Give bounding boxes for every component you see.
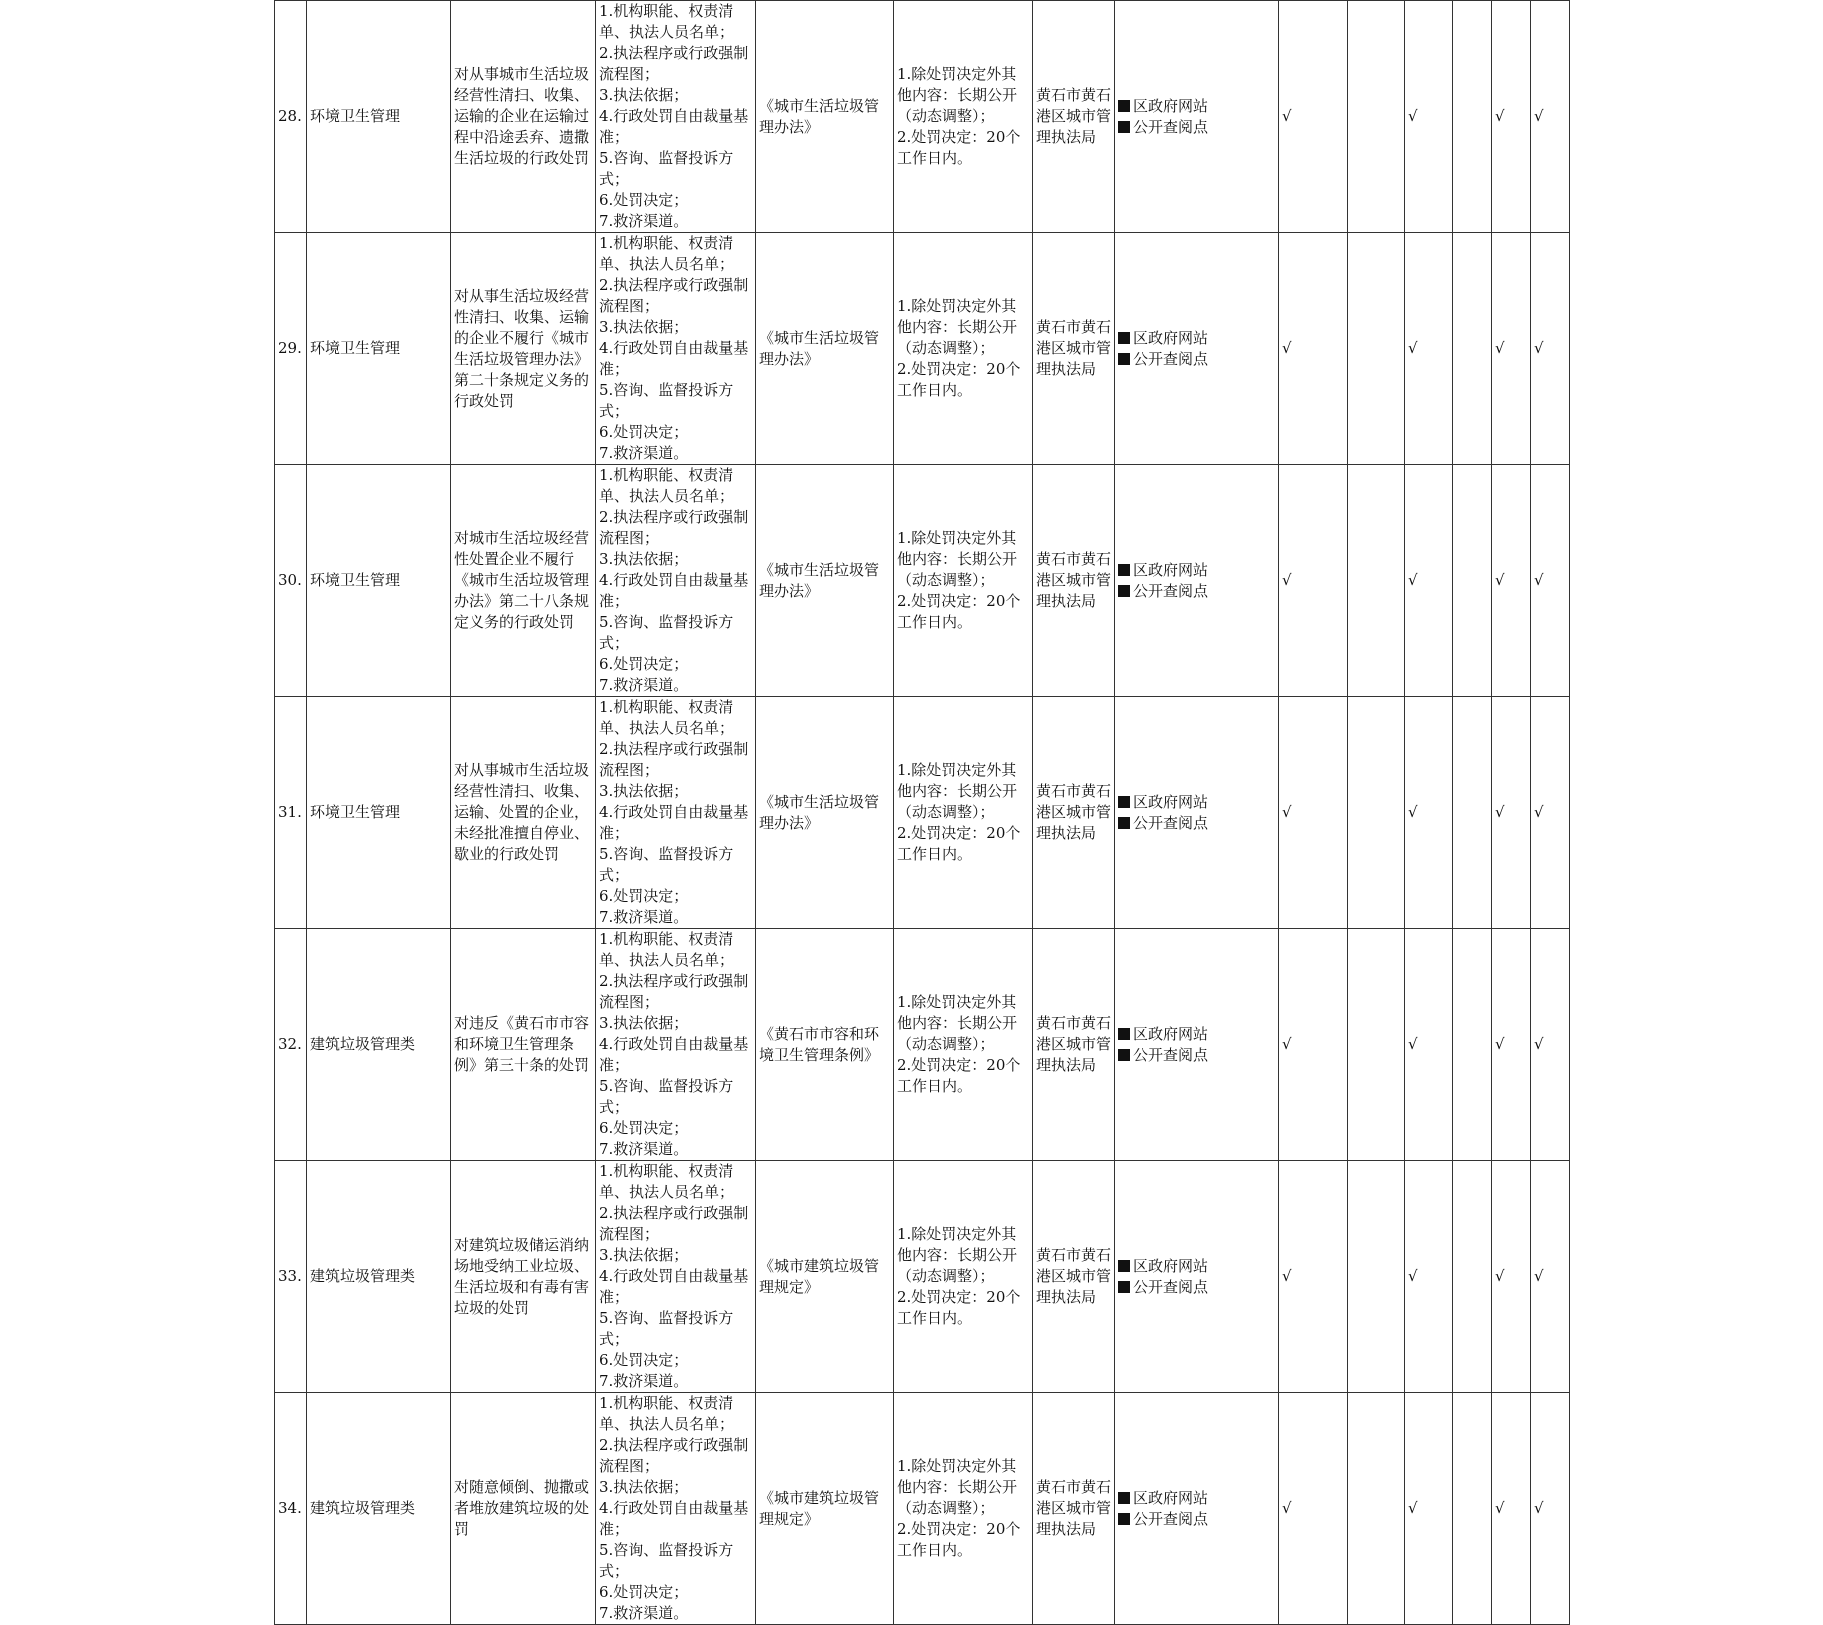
row-number: 31. (275, 697, 307, 929)
content-line: 2.执法程序或行政强制流程图； (599, 276, 749, 315)
check-cell: √ (1279, 1161, 1348, 1393)
black-square-icon (1118, 1513, 1130, 1525)
channel-label: 区政府网站 (1133, 792, 1209, 811)
check-cell (1348, 929, 1405, 1161)
black-square-icon (1118, 332, 1130, 344)
check-cell: √ (1531, 233, 1570, 465)
subject-cell: 黄石市黄石港区城市管理执法局 (1033, 1161, 1115, 1393)
channel-item (1118, 813, 1275, 834)
content-cell (596, 929, 756, 1161)
black-square-icon (1118, 100, 1130, 112)
content-line: 2.执法程序或行政强制流程图； (599, 740, 749, 779)
matter-cell: 对从事城市生活垃圾经营性清扫、收集、运输、处置的企业，未经批准擅自停业、歇业的行政处罚 (451, 697, 596, 929)
check-cell: √ (1531, 1, 1570, 233)
content-line: 7.救济渠道。 (599, 1604, 689, 1622)
basis-cell: 《城市生活垃圾管理办法》 (756, 1, 894, 233)
subject-cell: 黄石市黄石港区城市管理执法局 (1033, 1, 1115, 233)
time-cell (894, 697, 1033, 929)
check-cell: √ (1405, 233, 1453, 465)
content-line: 2.执法程序或行政强制流程图； (599, 1436, 749, 1475)
matter-cell: 对违反《黄石市市容和环境卫生管理条例》第三十条的处罚 (451, 929, 596, 1161)
content-line: 7.救济渠道。 (599, 1372, 689, 1390)
time-cell (894, 1393, 1033, 1625)
check-cell: √ (1492, 929, 1531, 1161)
check-cell (1348, 697, 1405, 929)
row-number: 30. (275, 465, 307, 697)
check-cell: √ (1492, 1161, 1531, 1393)
content-line: 4.行政处罚自由裁量基准； (599, 1035, 749, 1074)
channel-item (1118, 1024, 1275, 1045)
check-cell: √ (1492, 1, 1531, 233)
content-line: 3.执法依据； (599, 1014, 689, 1032)
content-line: 3.执法依据； (599, 1246, 689, 1264)
row-number: 32. (275, 929, 307, 1161)
check-cell: √ (1531, 465, 1570, 697)
channel-cell (1115, 929, 1279, 1161)
channel-cell (1115, 233, 1279, 465)
check-cell (1453, 233, 1492, 465)
content-line: 1.机构职能、权责清单、执法人员名单； (599, 2, 735, 41)
channel-cell (1115, 1161, 1279, 1393)
channel-item (1118, 96, 1275, 117)
black-square-icon (1118, 1260, 1130, 1272)
time-line: 1.除处罚决定外其他内容：长期公开（动态调整）； (897, 297, 1018, 357)
row-number: 28. (275, 1, 307, 233)
channel-item (1118, 792, 1275, 813)
basis-cell: 《城市建筑垃圾管理规定》 (756, 1393, 894, 1625)
channel-label: 区政府网站 (1133, 1256, 1209, 1275)
content-line: 4.行政处罚自由裁量基准； (599, 107, 749, 146)
content-line: 2.执法程序或行政强制流程图； (599, 972, 749, 1011)
table-body (275, 1, 1570, 1625)
category-cell: 环境卫生管理 (307, 233, 451, 465)
basis-cell: 《城市生活垃圾管理办法》 (756, 697, 894, 929)
matter-cell: 对建筑垃圾储运消纳场地受纳工业垃圾、生活垃圾和有毒有害垃圾的处罚 (451, 1161, 596, 1393)
row-number: 33. (275, 1161, 307, 1393)
time-line: 1.除处罚决定外其他内容：长期公开（动态调整）； (897, 1225, 1018, 1285)
time-line: 2.处罚决定：20个工作日内。 (897, 824, 1021, 863)
channel-label: 公开查阅点 (1133, 1509, 1209, 1528)
black-square-icon (1118, 585, 1130, 597)
check-cell: √ (1405, 1, 1453, 233)
content-line: 1.机构职能、权责清单、执法人员名单； (599, 1394, 735, 1433)
check-cell: √ (1531, 1393, 1570, 1625)
check-cell (1348, 1161, 1405, 1393)
table-row (275, 465, 1570, 697)
content-line: 6.处罚决定； (599, 655, 689, 673)
subject-cell: 黄石市黄石港区城市管理执法局 (1033, 233, 1115, 465)
content-line: 1.机构职能、权责清单、执法人员名单； (599, 930, 735, 969)
content-line: 5.咨询、监督投诉方式； (599, 845, 734, 884)
content-line: 7.救济渠道。 (599, 908, 689, 926)
content-line: 5.咨询、监督投诉方式； (599, 613, 734, 652)
basis-cell: 《黄石市市容和环境卫生管理条例》 (756, 929, 894, 1161)
channel-item (1118, 1256, 1275, 1277)
content-line: 4.行政处罚自由裁量基准； (599, 1267, 749, 1306)
check-cell: √ (1279, 1, 1348, 233)
time-line: 1.除处罚决定外其他内容：长期公开（动态调整）； (897, 993, 1018, 1053)
channel-cell (1115, 697, 1279, 929)
channel-item (1118, 560, 1275, 581)
content-line: 3.执法依据； (599, 86, 689, 104)
row-number: 34. (275, 1393, 307, 1625)
content-line: 6.处罚决定； (599, 887, 689, 905)
check-cell: √ (1279, 465, 1348, 697)
channel-label: 公开查阅点 (1133, 117, 1209, 136)
content-cell (596, 1393, 756, 1625)
content-line: 7.救济渠道。 (599, 676, 689, 694)
check-cell (1453, 465, 1492, 697)
content-line: 6.处罚决定； (599, 191, 689, 209)
check-cell: √ (1279, 697, 1348, 929)
table-row (275, 1, 1570, 233)
content-cell (596, 465, 756, 697)
table-row (275, 1393, 1570, 1625)
disclosure-table (274, 0, 1570, 1625)
channel-label: 区政府网站 (1133, 560, 1209, 579)
channel-label: 区政府网站 (1133, 1488, 1209, 1507)
content-line: 3.执法依据； (599, 318, 689, 336)
content-line: 6.处罚决定； (599, 1583, 689, 1601)
channel-cell (1115, 1393, 1279, 1625)
subject-cell: 黄石市黄石港区城市管理执法局 (1033, 929, 1115, 1161)
black-square-icon (1118, 121, 1130, 133)
content-line: 5.咨询、监督投诉方式； (599, 1309, 734, 1348)
check-cell (1453, 1, 1492, 233)
content-cell (596, 1161, 756, 1393)
table-row (275, 1161, 1570, 1393)
category-cell: 建筑垃圾管理类 (307, 929, 451, 1161)
check-cell (1453, 697, 1492, 929)
channel-label: 公开查阅点 (1133, 1045, 1209, 1064)
channel-cell (1115, 465, 1279, 697)
black-square-icon (1118, 1281, 1130, 1293)
check-cell: √ (1492, 697, 1531, 929)
category-cell: 环境卫生管理 (307, 1, 451, 233)
check-cell (1453, 1161, 1492, 1393)
matter-cell: 对从事生活垃圾经营性清扫、收集、运输的企业不履行《城市生活垃圾管理办法》第二十条规定义务的行政处罚 (451, 233, 596, 465)
check-cell (1348, 1393, 1405, 1625)
time-line: 2.处罚决定：20个工作日内。 (897, 128, 1021, 167)
content-line: 6.处罚决定； (599, 423, 689, 441)
category-cell: 建筑垃圾管理类 (307, 1393, 451, 1625)
matter-cell: 对从事城市生活垃圾经营性清扫、收集、运输的企业在运输过程中沿途丢弃、遗撒生活垃圾的行政处罚 (451, 1, 596, 233)
check-cell (1348, 465, 1405, 697)
content-line: 4.行政处罚自由裁量基准； (599, 339, 749, 378)
check-cell (1453, 929, 1492, 1161)
channel-item (1118, 1277, 1275, 1298)
table-row (275, 233, 1570, 465)
check-cell (1348, 233, 1405, 465)
check-cell: √ (1492, 1393, 1531, 1625)
matter-cell: 对随意倾倒、抛撒或者堆放建筑垃圾的处罚 (451, 1393, 596, 1625)
black-square-icon (1118, 564, 1130, 576)
table-row (275, 697, 1570, 929)
content-line: 5.咨询、监督投诉方式； (599, 149, 734, 188)
channel-item (1118, 117, 1275, 138)
content-line: 1.机构职能、权责清单、执法人员名单； (599, 234, 735, 273)
check-cell: √ (1405, 697, 1453, 929)
check-cell: √ (1279, 233, 1348, 465)
content-line: 1.机构职能、权责清单、执法人员名单； (599, 1162, 735, 1201)
check-cell: √ (1405, 929, 1453, 1161)
content-line: 7.救济渠道。 (599, 444, 689, 462)
content-line: 3.执法依据； (599, 1478, 689, 1496)
check-cell: √ (1531, 1161, 1570, 1393)
content-line: 4.行政处罚自由裁量基准； (599, 1499, 749, 1538)
channel-item (1118, 328, 1275, 349)
row-number: 29. (275, 233, 307, 465)
channel-label: 公开查阅点 (1133, 1277, 1209, 1296)
time-cell (894, 1161, 1033, 1393)
time-cell (894, 929, 1033, 1161)
check-cell: √ (1279, 1393, 1348, 1625)
time-line: 1.除处罚决定外其他内容：长期公开（动态调整）； (897, 761, 1018, 821)
table-row (275, 929, 1570, 1161)
matter-cell: 对城市生活垃圾经营性处置企业不履行《城市生活垃圾管理办法》第二十八条规定义务的行政处罚 (451, 465, 596, 697)
check-cell: √ (1492, 233, 1531, 465)
basis-cell: 《城市建筑垃圾管理规定》 (756, 1161, 894, 1393)
content-line: 7.救济渠道。 (599, 212, 689, 230)
time-line: 1.除处罚决定外其他内容：长期公开（动态调整）； (897, 529, 1018, 589)
check-cell: √ (1279, 929, 1348, 1161)
content-line: 3.执法依据； (599, 550, 689, 568)
check-cell: √ (1405, 465, 1453, 697)
time-cell (894, 233, 1033, 465)
time-line: 2.处罚决定：20个工作日内。 (897, 360, 1021, 399)
content-line: 2.执法程序或行政强制流程图； (599, 508, 749, 547)
check-cell: √ (1531, 697, 1570, 929)
channel-item (1118, 1045, 1275, 1066)
content-line: 6.处罚决定； (599, 1119, 689, 1137)
channel-label: 公开查阅点 (1133, 349, 1209, 368)
check-cell: √ (1405, 1393, 1453, 1625)
time-line: 1.除处罚决定外其他内容：长期公开（动态调整）； (897, 1457, 1018, 1517)
content-line: 5.咨询、监督投诉方式； (599, 1541, 734, 1580)
content-line: 2.执法程序或行政强制流程图； (599, 1204, 749, 1243)
check-cell: √ (1531, 929, 1570, 1161)
black-square-icon (1118, 1028, 1130, 1040)
channel-label: 区政府网站 (1133, 328, 1209, 347)
check-cell: √ (1492, 465, 1531, 697)
channel-item (1118, 1509, 1275, 1530)
time-line: 1.除处罚决定外其他内容：长期公开（动态调整）； (897, 65, 1018, 125)
content-cell (596, 233, 756, 465)
content-line: 3.执法依据； (599, 782, 689, 800)
channel-item (1118, 349, 1275, 370)
basis-cell: 《城市生活垃圾管理办法》 (756, 465, 894, 697)
black-square-icon (1118, 353, 1130, 365)
channel-label: 区政府网站 (1133, 1024, 1209, 1043)
black-square-icon (1118, 1492, 1130, 1504)
subject-cell: 黄石市黄石港区城市管理执法局 (1033, 697, 1115, 929)
channel-label: 公开查阅点 (1133, 581, 1209, 600)
time-cell (894, 1, 1033, 233)
content-cell (596, 697, 756, 929)
channel-item (1118, 1488, 1275, 1509)
time-line: 2.处罚决定：20个工作日内。 (897, 1288, 1021, 1327)
channel-cell (1115, 1, 1279, 233)
time-cell (894, 465, 1033, 697)
content-line: 1.机构职能、权责清单、执法人员名单； (599, 466, 735, 505)
black-square-icon (1118, 817, 1130, 829)
channel-item (1118, 581, 1275, 602)
time-line: 2.处罚决定：20个工作日内。 (897, 1056, 1021, 1095)
time-line: 2.处罚决定：20个工作日内。 (897, 1520, 1021, 1559)
category-cell: 建筑垃圾管理类 (307, 1161, 451, 1393)
content-line: 6.处罚决定； (599, 1351, 689, 1369)
content-line: 4.行政处罚自由裁量基准； (599, 571, 749, 610)
check-cell: √ (1405, 1161, 1453, 1393)
check-cell (1453, 1393, 1492, 1625)
content-line: 5.咨询、监督投诉方式； (599, 1077, 734, 1116)
content-line: 1.机构职能、权责清单、执法人员名单； (599, 698, 735, 737)
black-square-icon (1118, 796, 1130, 808)
category-cell: 环境卫生管理 (307, 465, 451, 697)
basis-cell: 《城市生活垃圾管理办法》 (756, 233, 894, 465)
subject-cell: 黄石市黄石港区城市管理执法局 (1033, 1393, 1115, 1625)
content-cell (596, 1, 756, 233)
content-line: 7.救济渠道。 (599, 1140, 689, 1158)
time-line: 2.处罚决定：20个工作日内。 (897, 592, 1021, 631)
category-cell: 环境卫生管理 (307, 697, 451, 929)
check-cell (1348, 1, 1405, 233)
channel-label: 公开查阅点 (1133, 813, 1209, 832)
black-square-icon (1118, 1049, 1130, 1061)
subject-cell: 黄石市黄石港区城市管理执法局 (1033, 465, 1115, 697)
content-line: 2.执法程序或行政强制流程图； (599, 44, 749, 83)
content-line: 5.咨询、监督投诉方式； (599, 381, 734, 420)
content-line: 4.行政处罚自由裁量基准； (599, 803, 749, 842)
channel-label: 区政府网站 (1133, 96, 1209, 115)
